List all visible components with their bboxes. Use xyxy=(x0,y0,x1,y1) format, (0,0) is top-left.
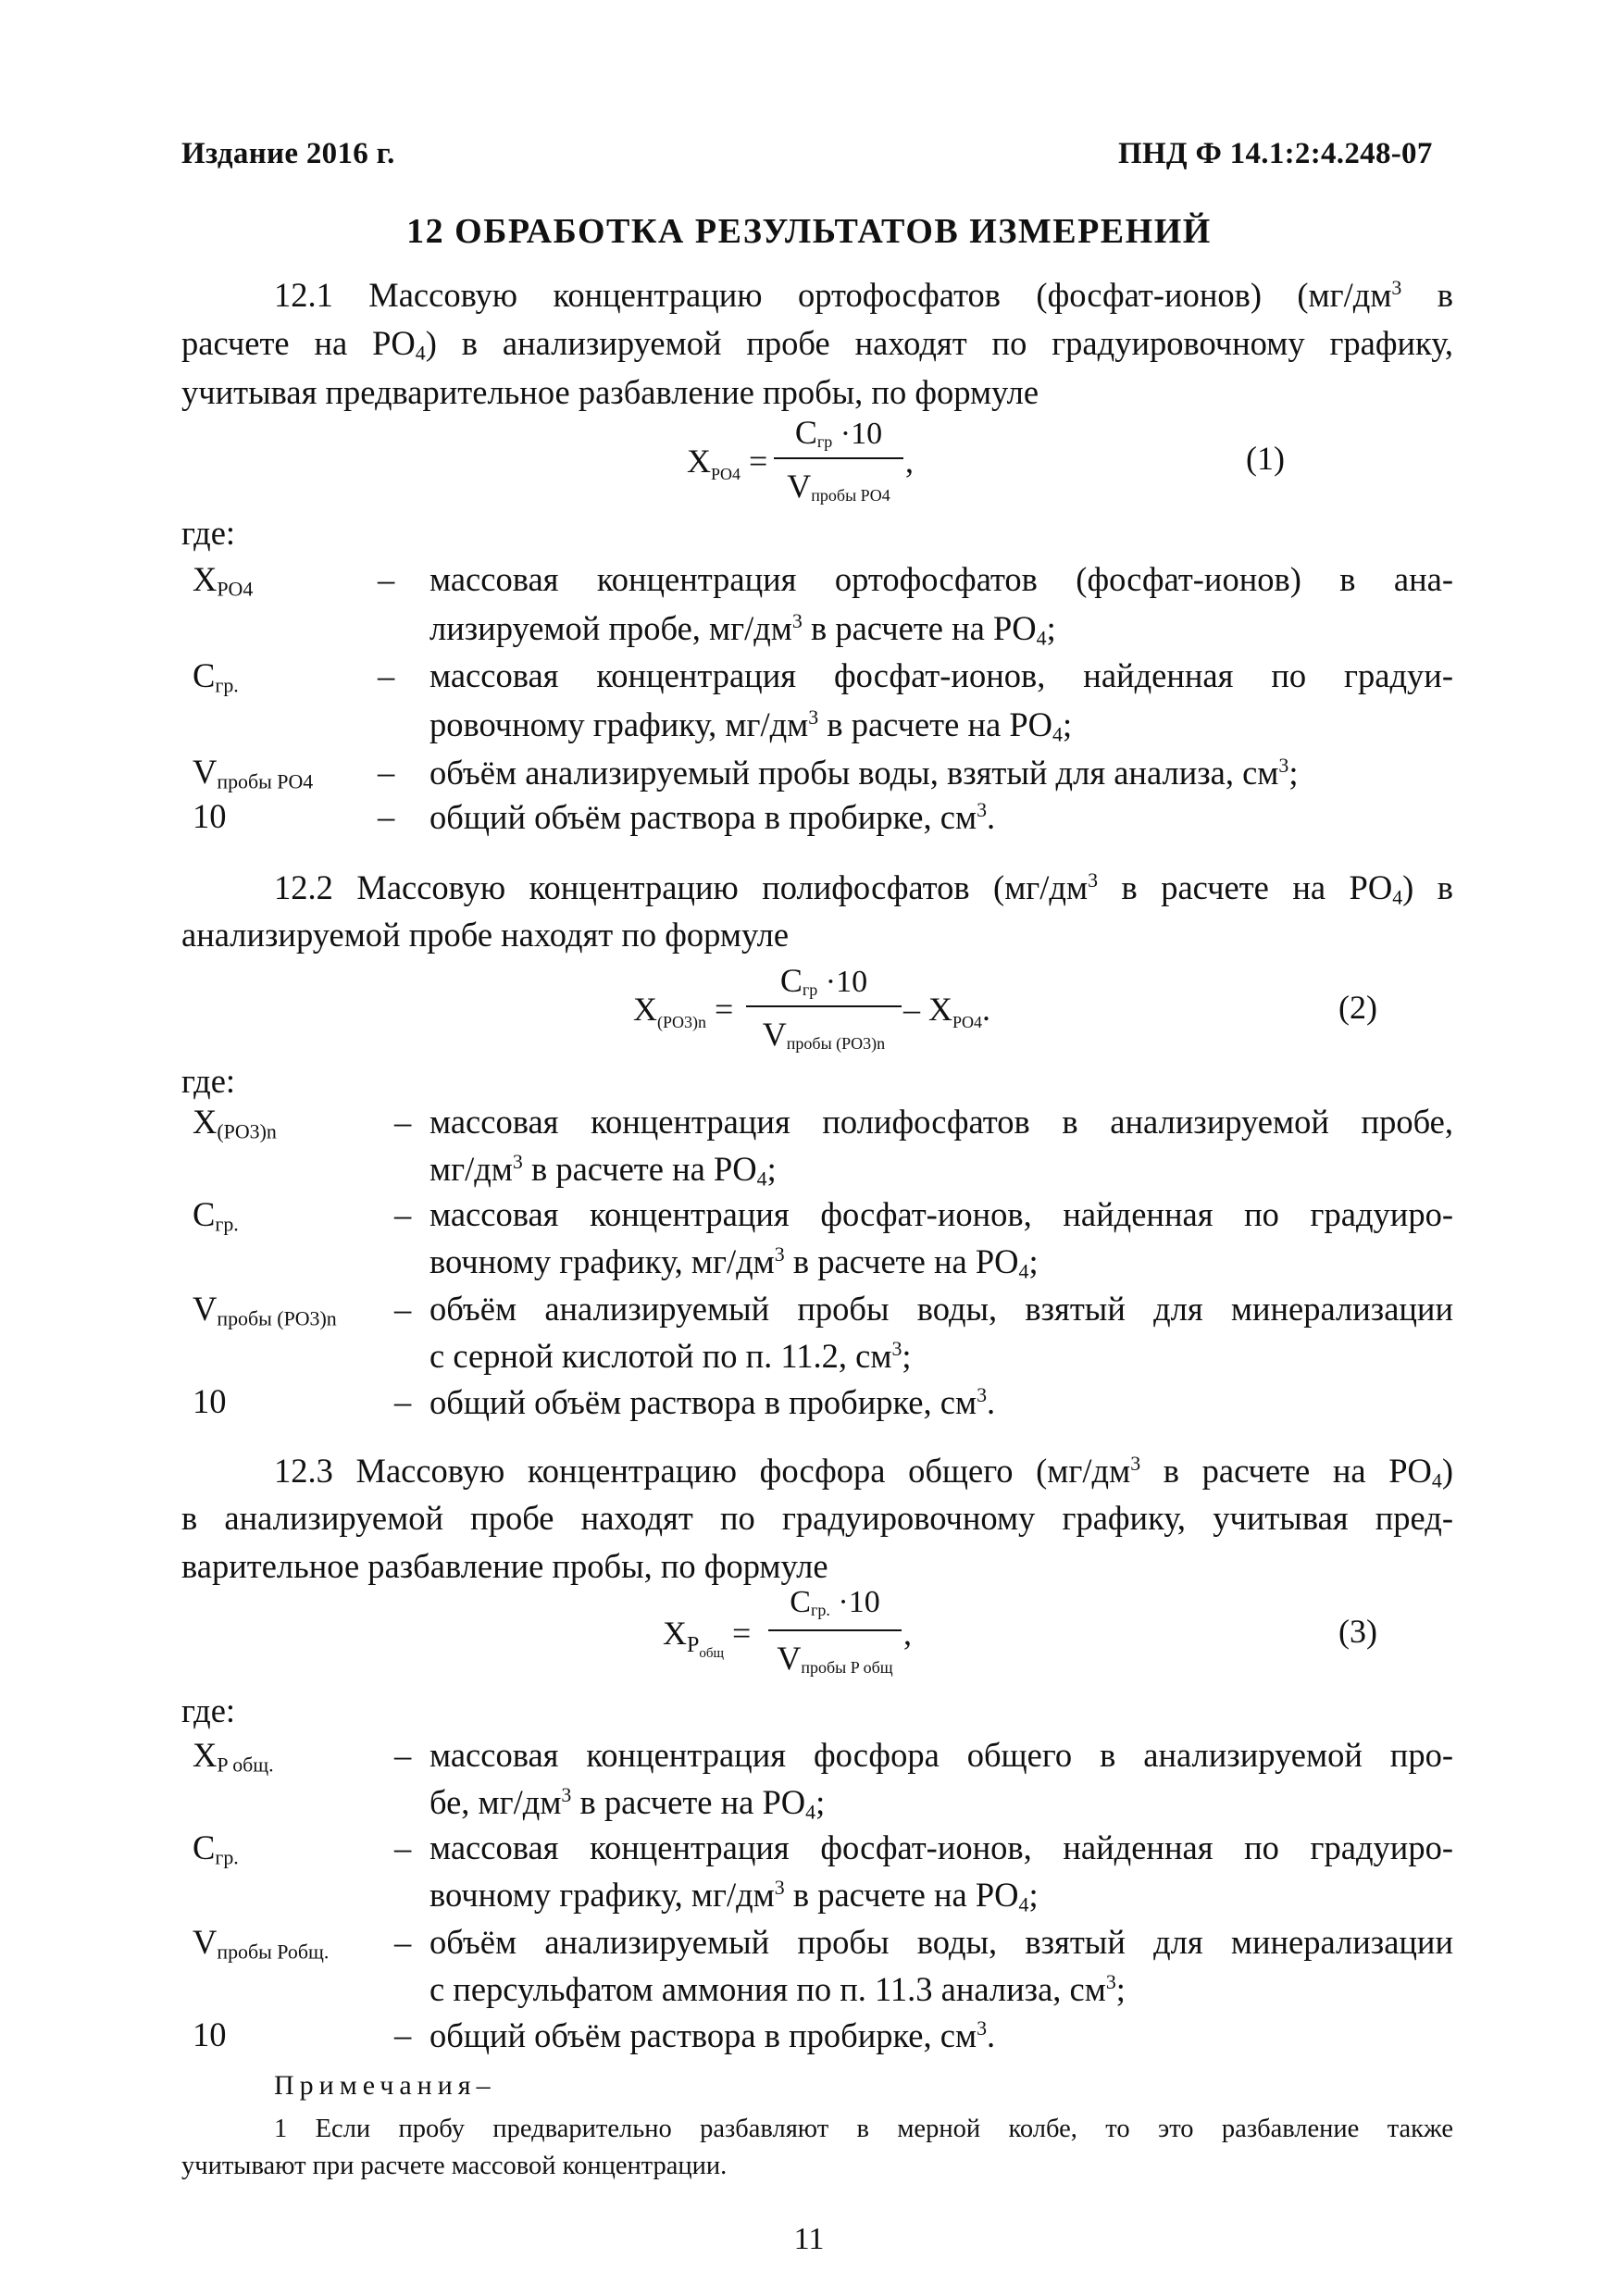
formula-1-denominator: $V_{пробы PO4}$ xyxy=(787,468,890,505)
def-dash: – xyxy=(378,753,395,791)
formula-3-number: (3) xyxy=(1338,1613,1377,1650)
def-desc-line-1: общий объём раствора в пробирке, $см^3$. xyxy=(429,798,996,837)
formula-1-number: (1) xyxy=(1246,440,1285,477)
paragraph-12-1-line-2: расчете на $PO_4$) в анализируемой пробе находят по градуировочному графику, xyxy=(181,324,1453,365)
def-symbol-x-po3n: $X_{(PO3)n}$ xyxy=(193,1103,277,1143)
paragraph-12-3-line-1: 12.3 Массовую концентрацию фосфора общего ($мг/дм^3$ в расчете на $PO_4$) xyxy=(274,1452,1453,1492)
def-desc-line-1: объём анализируемый пробы воды, взятый для анализа, $см^3$; xyxy=(429,754,1299,792)
formula-2-numerator: $C_{гр} \cdot 10$ xyxy=(779,962,868,1000)
def-dash: – xyxy=(394,1382,412,1420)
def-symbol-ten: 10 xyxy=(193,1382,227,1420)
formula-2-number: (2) xyxy=(1338,989,1377,1026)
where-label-3: где: xyxy=(181,1691,236,1729)
formula-2-fraction-bar xyxy=(746,1005,902,1007)
def-desc-line-1: массовая концентрация полифосфатов в анализируемой пробе, xyxy=(429,1103,1453,1141)
def-symbol-v-sample: $V_{пробы Робщ.}$ xyxy=(193,1923,330,1964)
def-symbol-v-sample: $V_{пробы PO4}$ xyxy=(193,753,314,793)
def-symbol-x-p-total: $X_{P общ.}$ xyxy=(193,1736,274,1777)
page-number: 11 xyxy=(793,2222,825,2256)
def-dash: – xyxy=(394,1736,412,1774)
def-symbol-c-gr: $C_{гр.}$ xyxy=(193,1195,239,1236)
formula-2-lhs: $X_{(PO3)n}$ = xyxy=(633,991,734,1032)
formula-3-lhs: $X_{P_{общ}}$ = xyxy=(663,1615,752,1661)
where-label-1: где: xyxy=(181,514,236,552)
paragraph-12-2-line-2: анализируемой пробе находят по формуле xyxy=(181,916,790,954)
note-1-line-2: учитывают при расчете массовой концентрации. xyxy=(181,2152,728,2180)
def-dash: – xyxy=(378,656,395,694)
paragraph-12-1-line-1: 12.1 Массовую концентрацию ортофосфатов (фосфат-ионов) ($мг/дм^3$ в xyxy=(274,276,1453,315)
where-label-2: где: xyxy=(181,1062,236,1100)
def-symbol-ten: 10 xyxy=(193,2015,227,2053)
def-desc-line-2: бе, $мг/дм^3$ в расчете на $PO_4$; xyxy=(429,1783,826,1824)
def-desc-line-1: объём анализируемый пробы воды, взятый для минерализации xyxy=(429,1290,1453,1328)
section-title: 12 ОБРАБОТКА РЕЗУЛЬТАТОВ ИЗМЕРЕНИЙ xyxy=(406,212,1212,251)
paragraph-12-2-line-1: 12.2 Массовую концентрацию полифосфатов ($мг/дм^3$ в расчете на $PO_4$) в xyxy=(274,868,1454,909)
document-code: ПНД Ф 14.1:2:4.248-07 xyxy=(1118,137,1433,170)
paragraph-12-1-line-3: учитывая предварительное разбавление пробы, по формуле xyxy=(181,373,1039,411)
def-desc-line-1: массовая концентрация фосфат-ионов, найденная по градуиро- xyxy=(429,1828,1453,1866)
formula-2-denominator: $V_{пробы (PO3)n}$ xyxy=(762,1016,886,1054)
def-symbol-ten: 10 xyxy=(193,797,227,835)
def-symbol-c-gr: $C_{гр.}$ xyxy=(193,656,239,697)
def-symbol-c-gr: $C_{гр.}$ xyxy=(193,1828,239,1869)
formula-2-tail: – $X_{PO4}$. xyxy=(903,991,991,1032)
def-dash: – xyxy=(394,2015,412,2053)
paragraph-12-3-line-2: в анализируемой пробе находят по градуировочному графику, учитывая пред- xyxy=(181,1499,1453,1537)
edition-label: Издание 2016 г. xyxy=(181,137,395,170)
def-desc-line-2: ровочному графику, $мг/дм^3$ в расчете на $PO_4$; xyxy=(429,705,1073,746)
formula-3-comma: , xyxy=(903,1615,912,1652)
def-symbol-v-sample: $V_{пробы (PO3)n}$ xyxy=(193,1290,337,1330)
def-desc-line-1: массовая концентрация фосфора общего в анализируемой про- xyxy=(429,1736,1453,1774)
def-desc-line-2: с персульфатом аммония по п. 11.3 анализа, $см^3$; xyxy=(429,1970,1126,2009)
def-dash: – xyxy=(394,1923,412,1961)
def-desc-line-1: массовая концентрация фосфат-ионов, найденная по градуи- xyxy=(429,656,1453,694)
def-dash: – xyxy=(394,1103,412,1141)
formula-1-comma: , xyxy=(905,443,914,480)
formula-1-numerator: $C_{гр} \cdot 10$ xyxy=(794,414,883,452)
def-desc-line-2: вочному графику, $мг/дм^3$ в расчете на $PO_4$; xyxy=(429,1242,1039,1283)
def-desc-line-1: общий объём раствора в пробирке, $см^3$. xyxy=(429,1383,996,1422)
def-dash: – xyxy=(394,1195,412,1233)
def-desc-line-2: с серной кислотой по п. 11.2, $см^3$; xyxy=(429,1337,912,1376)
def-dash: – xyxy=(378,560,395,598)
def-symbol-x-po4: $X_{PO4}$ xyxy=(193,560,254,601)
paragraph-12-3-line-3: варительное разбавление пробы, по формуле xyxy=(181,1547,828,1585)
formula-1-lhs: $X_{PO4}$ = xyxy=(687,443,768,484)
def-dash: – xyxy=(394,1290,412,1328)
def-desc-line-2: вочному графику, $мг/дм^3$ в расчете на $PO_4$; xyxy=(429,1876,1039,1916)
note-1-line-1: 1 Если пробу предварительно разбавляют в мерной колбе, то это разбавление также xyxy=(274,2115,1453,2143)
formula-3-fraction-bar xyxy=(768,1629,902,1631)
def-dash: – xyxy=(378,797,395,835)
def-desc-line-1: массовая концентрация ортофосфатов (фосфат-ионов) в ана- xyxy=(429,560,1453,598)
def-desc-line-1: массовая концентрация фосфат-ионов, найденная по градуиро- xyxy=(429,1195,1453,1233)
def-desc-line-2: $мг/дм^3$ в расчете на $PO_4$; xyxy=(429,1150,777,1191)
formula-3-denominator: $V_{пробы P общ}$ xyxy=(777,1640,893,1678)
notes-heading: Примечания– xyxy=(274,2070,496,2101)
def-desc-line-2: лизируемой пробе, $мг/дм^3$ в расчете на $PO_4$; xyxy=(429,609,1056,650)
def-dash: – xyxy=(394,1828,412,1866)
formula-3-numerator: $C_{гр.} \cdot 10$ xyxy=(790,1585,880,1620)
def-desc-line-1: объём анализируемый пробы воды, взятый для минерализации xyxy=(429,1923,1453,1961)
formula-1-fraction-bar xyxy=(774,457,903,459)
def-desc-line-1: общий объём раствора в пробирке, $см^3$. xyxy=(429,2016,996,2055)
